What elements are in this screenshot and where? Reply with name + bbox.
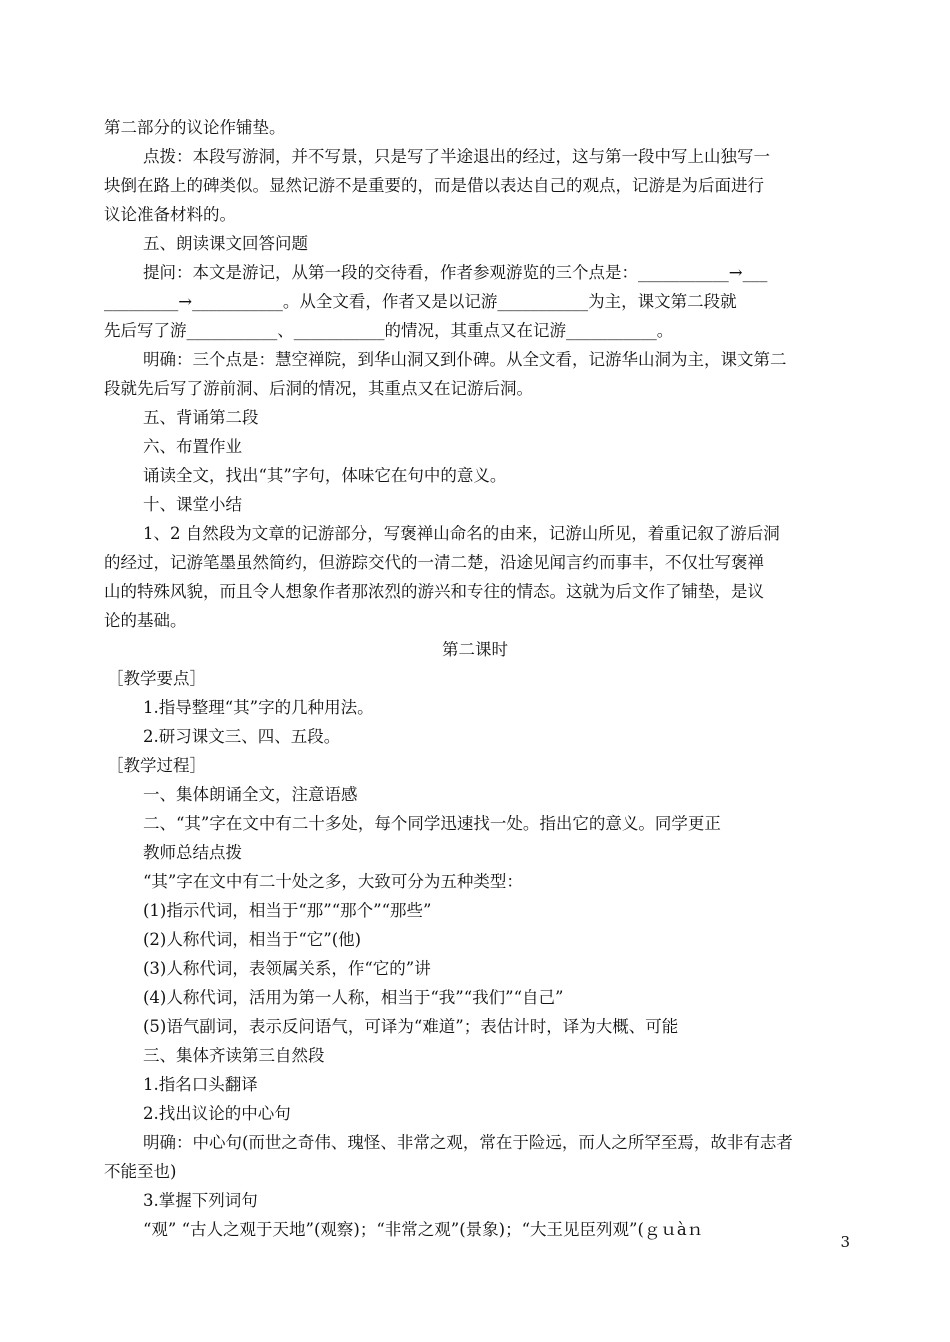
question-line: 先后写了游___________、___________的情况，其重点又在记游___________。: [104, 321, 674, 340]
question-line: 提问：本文是游记，从第一段的交待看，作者参观游览的三个点是：___________→___: [143, 263, 768, 282]
body-line: 块倒在路上的碑类似。显然记游不是重要的，而是借以表达自己的观点，记游是为后面进行: [104, 176, 764, 195]
answer-line: 明确：三个点是：慧空禅院，到华山洞又到仆碑。从全文看，记游华山洞为主，课文第二: [143, 350, 787, 369]
list-item: 1.指导整理“其”字的几种用法。: [143, 698, 374, 717]
list-item: (5)语气副词，表示反问语气，可译为“难道”；表估计时，译为大概、可能: [143, 1017, 679, 1036]
list-item: 2.研习课文三、四、五段。: [143, 727, 341, 746]
section-heading: 六、布置作业: [143, 437, 242, 456]
body-line: “观” “古人之观于天地”(观察)；“非常之观”(景象)；“大王见臣列观”(ｇｕàｎ: [143, 1220, 704, 1239]
answer-line: 段就先后写了游前洞、后洞的情况，其重点又在记游后洞。: [104, 379, 533, 398]
body-line: “其”字在文中有二十处之多，大致可分为五种类型：: [143, 872, 523, 891]
section-heading: 十、课堂小结: [143, 495, 242, 514]
lesson-title: 第二课时: [442, 640, 508, 659]
section-heading: 二、“其”字在文中有二十多处，每个同学迅速找一处。指出它的意义。同学更正: [143, 814, 721, 833]
body-line: 的经过，记游笔墨虽然简约，但游踪交代的一清二楚，沿途见闻言约而事丰，不仅壮写褒禅: [104, 553, 764, 572]
section-heading: 一、集体朗诵全文，注意语感: [143, 785, 358, 804]
list-item: (1)指示代词，相当于“那”“那个”“那些”: [143, 901, 432, 920]
bracket-heading: ［教学过程］: [107, 756, 206, 775]
body-line: 诵读全文，找出“其”字句，体味它在句中的意义。: [143, 466, 507, 485]
body-line: 第二部分的议论作铺垫。: [104, 118, 286, 137]
body-line: 山的特殊风貌，而且令人想象作者那浓烈的游兴和专往的情态。这就为后文作了铺垫，是议: [104, 582, 764, 601]
body-line: 1、2 自然段为文章的记游部分，写褒禅山命名的由来，记游山所见，着重记叙了游后洞: [143, 524, 780, 543]
answer-line: 不能至也): [104, 1162, 177, 1181]
list-item: (2)人称代词，相当于“它”(他): [143, 930, 362, 949]
body-line: 论的基础。: [104, 611, 187, 630]
list-item: (3)人称代词，表领属关系，作“它的”讲: [143, 959, 431, 978]
section-heading: 五、背诵第二段: [143, 408, 259, 427]
question-line: _________→___________。从全文看，作者又是以记游___________为主，课文第二段就: [104, 292, 737, 311]
section-heading: 五、朗读课文回答问题: [143, 234, 308, 253]
list-item: 3.掌握下列词句: [143, 1191, 258, 1210]
list-item: 2.找出议论的中心句: [143, 1104, 291, 1123]
body-line: 点拨：本段写游洞，并不写景，只是写了半途退出的经过，这与第一段中写上山独写一: [143, 147, 770, 166]
answer-line: 明确：中心句(而世之奇伟、瑰怪、非常之观，常在于险远，而人之所罕至焉，故非有志者: [143, 1133, 793, 1152]
body-line: 议论准备材料的。: [104, 205, 236, 224]
section-heading: 三、集体齐读第三自然段: [143, 1046, 325, 1065]
page-number: 3: [840, 1233, 850, 1251]
body-line: 教师总结点拨: [143, 843, 242, 862]
bracket-heading: ［教学要点］: [107, 669, 206, 688]
list-item: 1.指名口头翻译: [143, 1075, 258, 1094]
list-item: (4)人称代词，活用为第一人称，相当于“我”“我们”“自己”: [143, 988, 564, 1007]
